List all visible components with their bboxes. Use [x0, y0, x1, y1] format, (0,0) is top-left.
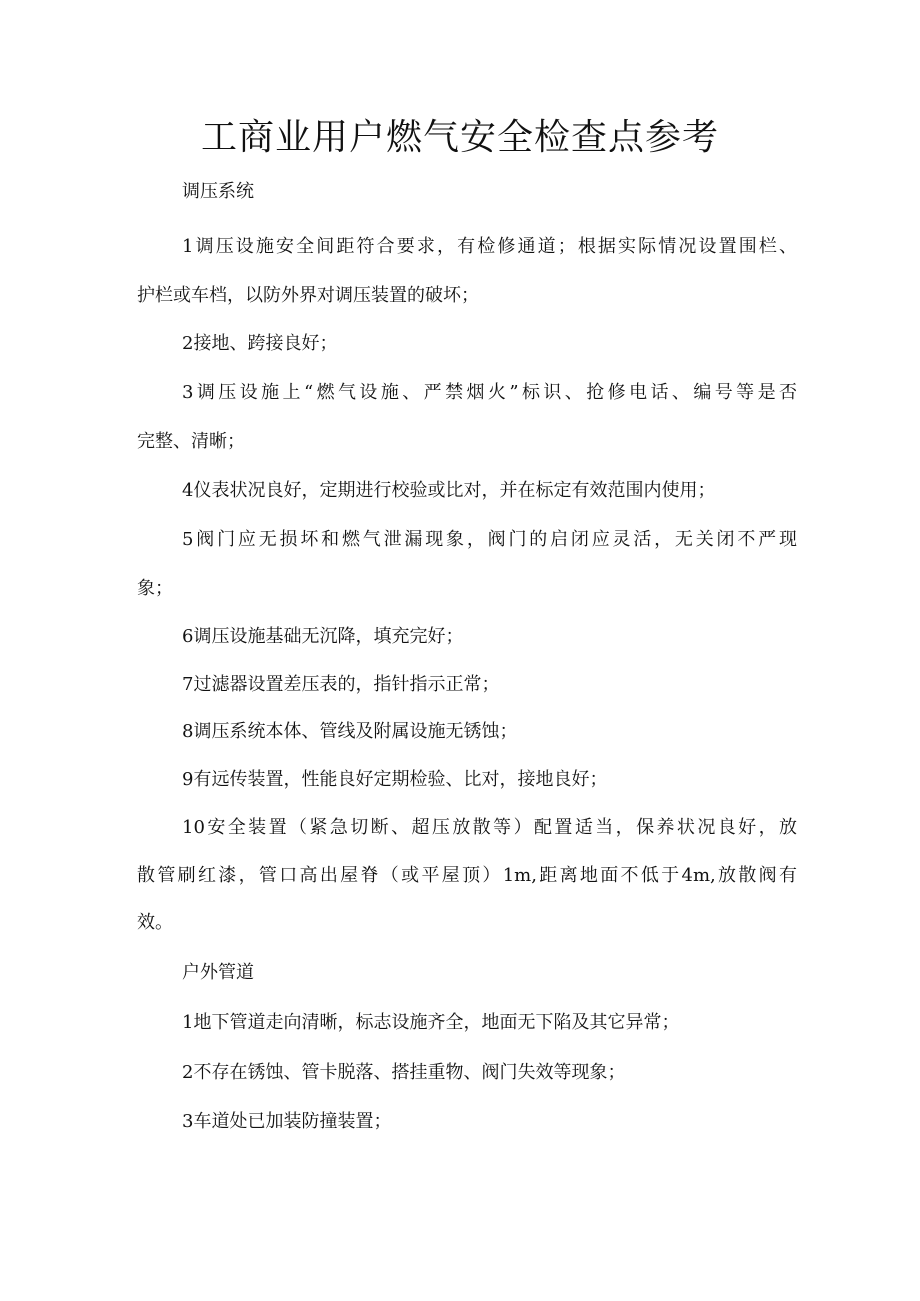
- document-title: 工商业用户燃气安全检查点参考: [200, 117, 719, 158]
- item-8: 8调压系统本体、管线及附属设施无锈蚀；: [182, 721, 518, 742]
- outdoor-item-2: 2不存在锈蚀、管卡脱落、搭挂重物、阀门失效等现象；: [182, 1062, 626, 1083]
- item-10-line-2: 散管刷红漆，管口高出屋脊（或平屋顶）1m,距离地面不低于4m,放散阀有: [137, 865, 797, 886]
- item-9: 9有远传装置，性能良好定期检验、比对，接地良好；: [182, 769, 608, 790]
- item-6: 6调压设施基础无沉降，填充完好；: [182, 626, 464, 647]
- item-1-line-2: 护栏或车档，以防外界对调压装置的破坏；: [137, 285, 479, 306]
- item-7: 7过滤器设置差压表的，指针指示正常；: [182, 674, 500, 695]
- item-10-line-1: 10安全装置（紧急切断、超压放散等）配置适当，保养状况良好，放: [182, 817, 797, 838]
- item-3-line-2: 完整、清晰；: [137, 431, 245, 452]
- item-4: 4仪表状况良好，定期进行校验或比对，并在标定有效范围内使用；: [182, 480, 716, 501]
- item-5-line-2: 象；: [137, 578, 173, 599]
- section-heading-outdoor-pipeline: 户外管道: [182, 962, 254, 983]
- item-5-line-1: 5阀门应无损坏和燃气泄漏现象，阀门的启闭应灵活，无关闭不严现: [182, 529, 797, 550]
- section-heading-regulator-system: 调压系统: [182, 181, 254, 202]
- item-3-line-1: 3调压设施上“燃气设施、严禁烟火”标识、抢修电话、编号等是否: [182, 382, 797, 403]
- outdoor-item-1: 1地下管道走向清晰，标志设施齐全，地面无下陷及其它异常；: [182, 1012, 680, 1033]
- item-2: 2接地、跨接良好；: [182, 333, 338, 354]
- item-10-line-3: 效。: [137, 912, 173, 933]
- item-1-line-1: 1调压设施安全间距符合要求，有检修通道；根据实际情况设置围栏、: [182, 236, 797, 257]
- outdoor-item-3: 3车道处已加装防撞装置；: [182, 1111, 392, 1132]
